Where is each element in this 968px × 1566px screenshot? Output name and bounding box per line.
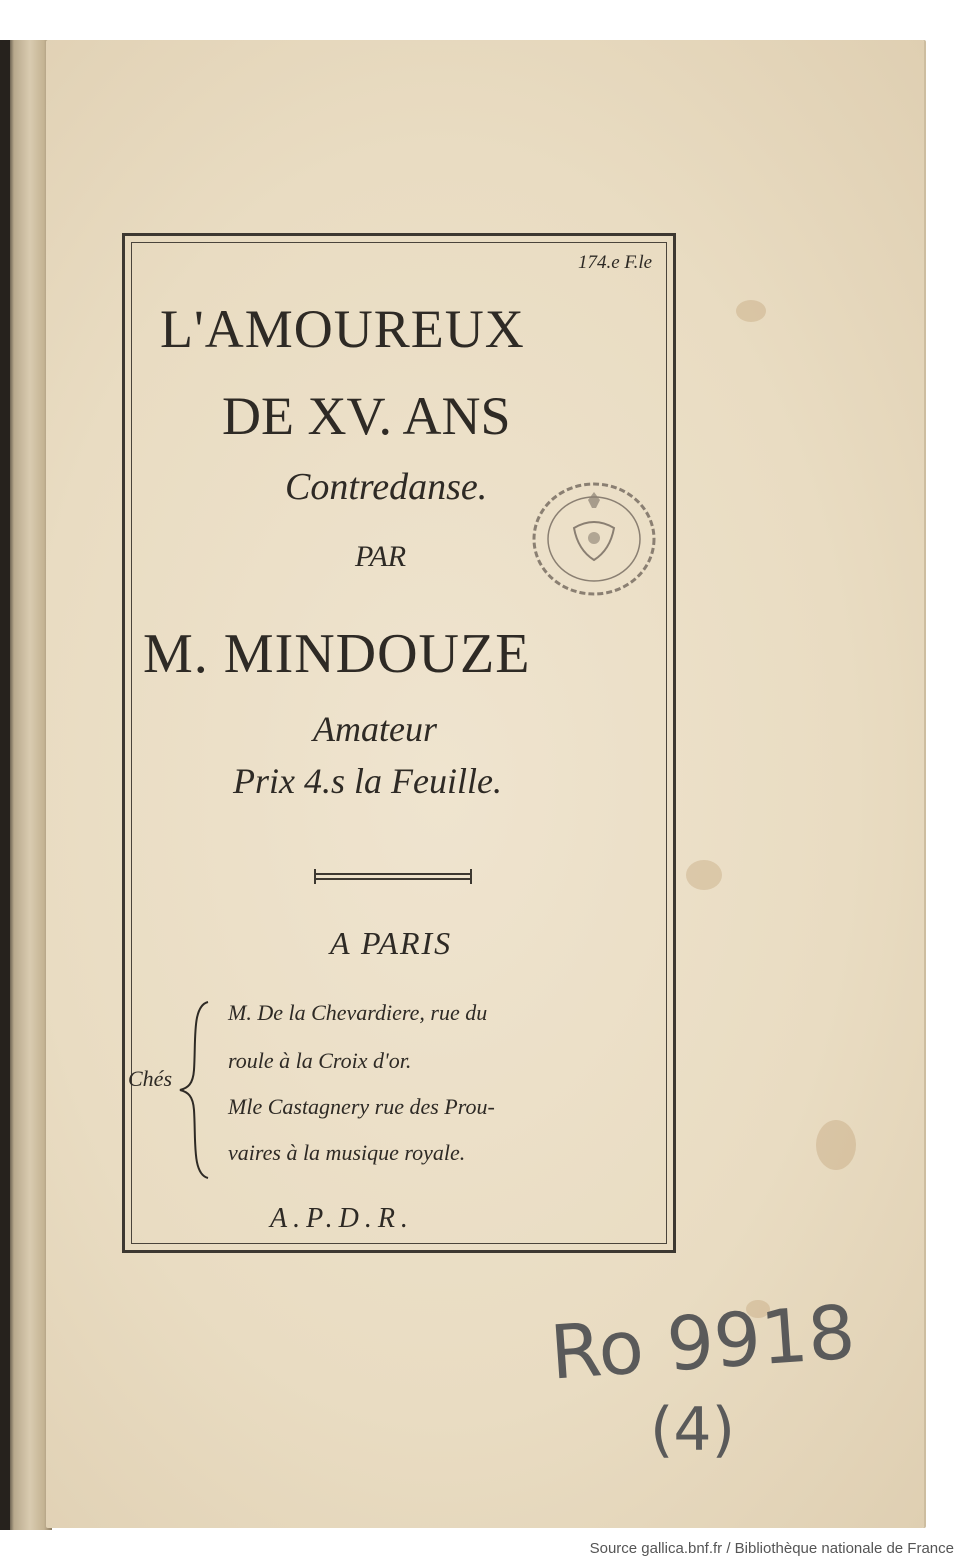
- title-line-2: DE XV. ANS: [222, 386, 511, 446]
- spine-edge: [0, 40, 10, 1530]
- curly-brace-icon: [178, 1000, 212, 1180]
- title-line-1: L'AMOUREUX: [160, 299, 525, 359]
- decorative-rule-end: [314, 869, 316, 884]
- source-credit: Source gallica.bnf.fr / Bibliothèque nationale de France: [589, 1540, 954, 1557]
- decorative-rule: [316, 873, 472, 880]
- seller-line-3: Mle Castagnery rue des Prou-: [228, 1094, 495, 1119]
- sellers-prefix: Chés: [128, 1066, 172, 1091]
- decorative-rule-end: [470, 869, 472, 884]
- seller-line-4: vaires à la musique royale.: [228, 1140, 466, 1165]
- imprint-place: A PARIS: [330, 925, 453, 961]
- genre-label: Contredanse.: [285, 466, 488, 508]
- handwritten-shelfmark: Ro 9918: [547, 1289, 858, 1397]
- foxing-stain: [816, 1120, 856, 1170]
- author-role: Amateur: [313, 709, 437, 749]
- price-label: Prix 4.s la Feuille.: [233, 761, 502, 801]
- by-label: PAR: [355, 540, 407, 573]
- author-name: M. MINDOUZE: [143, 623, 531, 685]
- privilege-mark: A.P.D.R.: [270, 1203, 414, 1234]
- handwritten-volume: (4): [650, 1395, 735, 1465]
- printed-shelfmark: 174.e F.le: [578, 252, 653, 273]
- foxing-stain: [736, 300, 766, 322]
- library-stamp-icon: [530, 480, 658, 598]
- seller-line-2: roule à la Croix d'or.: [228, 1048, 412, 1073]
- foxing-stain: [686, 860, 722, 890]
- seller-line-1: M. De la Chevardiere, rue du: [228, 1000, 488, 1025]
